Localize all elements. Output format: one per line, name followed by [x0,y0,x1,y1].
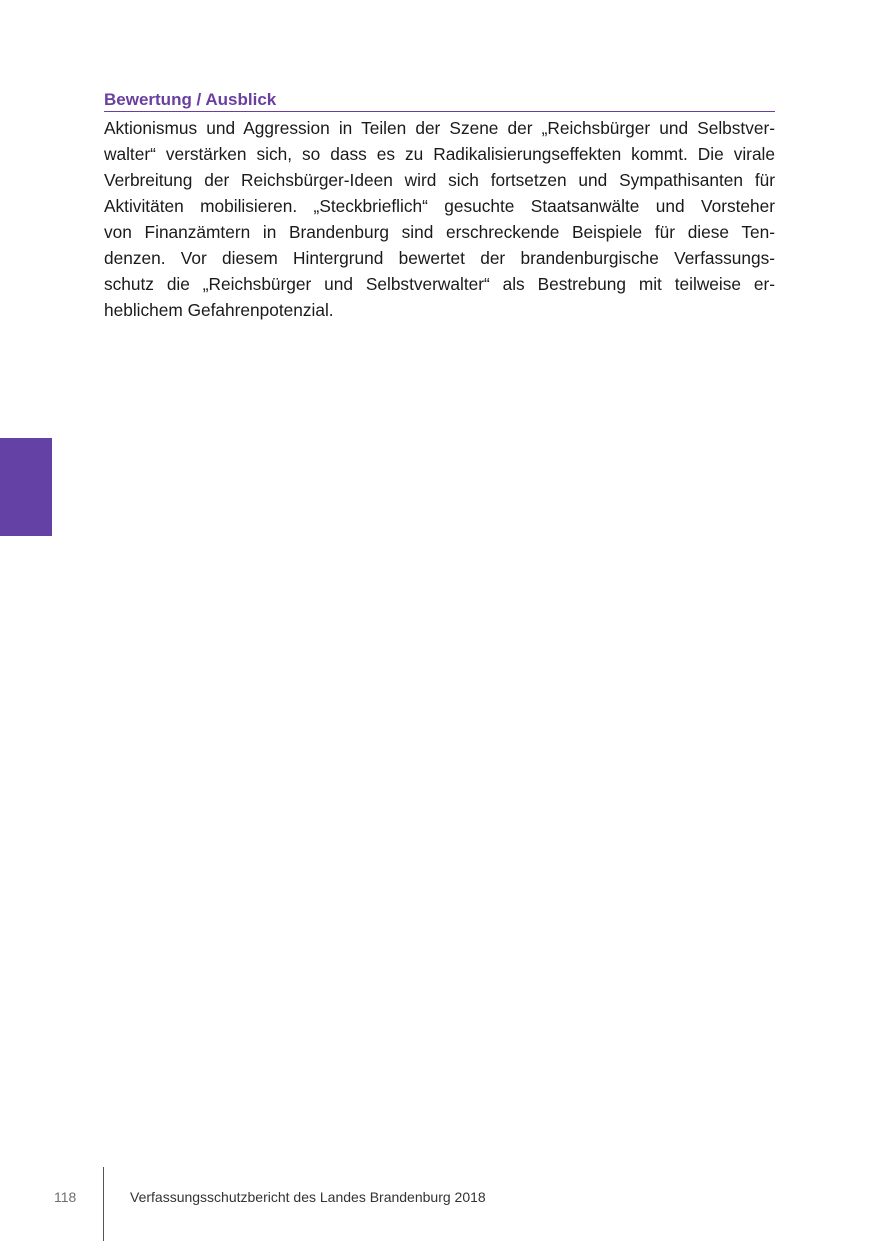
paragraph-line: heblichem Gefahrenpotenzial. [104,300,334,320]
footer-divider [103,1167,104,1241]
paragraph-line: denzen. Vor diesem Hintergrund bewertet der brandenburgische Verfassungs- [104,248,775,268]
footer-title: Verfassungsschutzbericht des Landes Brandenburg 2018 [130,1189,486,1205]
paragraph-line: von Finanzämtern in Brandenburg sind erschreckende Beispiele für diese Ten- [104,222,775,242]
paragraph-line: walter“ verstärken sich, so dass es zu Radikalisierungseffekten kommt. Die virale [104,144,775,164]
body-paragraph [104,115,775,323]
paragraph-line: Aktivitäten mobilisieren. „Steckbrieflich“ gesuchte Staatsanwälte und Vorsteher [104,196,775,216]
paragraph-line: Aktionismus und Aggression in Teilen der Szene der „Reichsbürger und Selbstver- [104,118,775,138]
section-heading: Bewertung / Ausblick [104,89,775,112]
chapter-marker-tab [0,438,52,536]
paragraph-line: Verbreitung der Reichsbürger-Ideen wird sich fortsetzen und Sympathisanten für [104,170,775,190]
paragraph-line: schutz die „Reichsbürger und Selbstverwalter“ als Bestrebung mit teilweise er- [104,274,775,294]
page-number: 118 [54,1189,77,1205]
